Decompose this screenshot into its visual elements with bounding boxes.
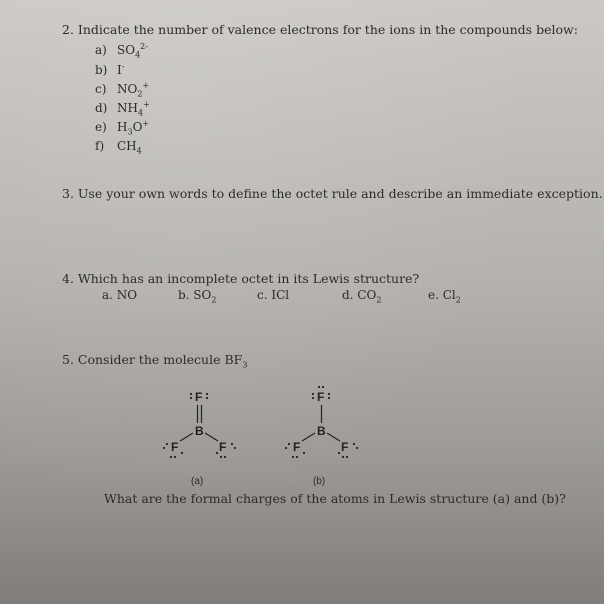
question-4-choice — [257, 288, 289, 302]
lone-pair-dot — [356, 447, 358, 449]
question-2-option — [95, 100, 150, 118]
structure-a-label: (a) — [191, 476, 204, 487]
lone-pair-dot — [303, 452, 305, 454]
question-5-prompt-subscript: 3 — [242, 360, 248, 370]
option-letter: f) — [95, 139, 105, 153]
single-bond-line — [327, 433, 340, 441]
lone-pair-dot — [312, 393, 314, 395]
question-5-prompt — [62, 352, 248, 370]
choice-subscript: 2 — [211, 295, 217, 305]
choice-subscript: 2 — [455, 295, 461, 305]
formula-subscript: 4 — [137, 108, 144, 118]
structure-b-right-fluorine: F — [341, 440, 349, 454]
lewis-structure-b — [282, 385, 382, 465]
question-2-option — [95, 119, 150, 137]
lone-pair-dot — [206, 393, 208, 395]
question-2-option — [95, 42, 148, 60]
structure-b-left-fluorine: F — [293, 440, 301, 454]
lone-pair-dot — [234, 447, 236, 449]
formula-subscript: 4 — [136, 146, 142, 156]
option-letter: d) — [95, 101, 108, 115]
question-4-prompt: 4. Which has an incomplete octet in its Lewis structure? — [62, 271, 420, 286]
question-3-prompt: 3. Use your own words to define the octet rule and describe an immediate exception. — [62, 186, 603, 201]
lone-pair-dot — [312, 397, 314, 399]
lone-pair-dot — [328, 397, 330, 399]
lone-pair-dot — [170, 456, 172, 458]
lone-pair-dot — [190, 397, 192, 399]
lone-pair-dot — [338, 452, 340, 454]
formula-charge: 2- — [140, 42, 148, 51]
choice-label: b. SO — [178, 288, 212, 302]
formula-charge: - — [121, 62, 125, 71]
option-letter: c) — [95, 82, 107, 96]
lewis-structure-a — [160, 385, 260, 465]
question-4-choice — [342, 288, 382, 305]
formula-subscript: 4 — [135, 50, 141, 60]
lone-pair-dot — [353, 443, 355, 445]
question-2-option — [95, 81, 150, 99]
formula-charge: + — [142, 81, 150, 90]
formula-base: NO — [117, 82, 138, 96]
formula-base: CH — [117, 139, 137, 153]
lone-pair-dot — [318, 386, 320, 388]
lone-pair-dot — [216, 452, 218, 454]
question-5-formal-charge-prompt: What are the formal charges of the atoms in Lewis structure (a) and (b)? — [104, 491, 566, 506]
single-bond-line — [180, 433, 193, 441]
lone-pair-dot — [322, 386, 324, 388]
lone-pair-dot — [296, 456, 298, 458]
question-2-prompt: 2. Indicate the number of valence electrons for the ions in the compounds below: — [62, 22, 578, 37]
formula-charge: + — [142, 119, 150, 128]
choice-subscript: 2 — [376, 295, 382, 305]
question-2-option — [95, 63, 124, 77]
lone-pair-dot — [224, 456, 226, 458]
option-letter: b) — [95, 63, 108, 77]
structure-b-label: (b) — [313, 476, 326, 487]
structure-b-top-fluorine: F — [317, 390, 325, 404]
lone-pair-dot — [206, 397, 208, 399]
question-5-prompt-text: 5. Consider the molecule BF — [62, 352, 243, 367]
choice-label: e. Cl — [428, 288, 456, 302]
question-2-option — [95, 139, 142, 156]
formula-subscript: 2 — [137, 89, 143, 99]
formula-base: H — [117, 120, 128, 134]
lone-pair-dot — [174, 456, 176, 458]
choice-label: d. CO — [342, 288, 377, 302]
lone-pair-dot — [231, 443, 233, 445]
lone-pair-dot — [288, 443, 290, 445]
structure-b-boron: B — [317, 424, 326, 438]
formula-base: I — [117, 63, 122, 77]
lone-pair-dot — [181, 452, 183, 454]
choice-label: a. NO — [102, 288, 138, 302]
formula-subscript: 3 — [127, 127, 133, 137]
structure-a-left-fluorine: F — [171, 440, 179, 454]
structure-a-top-fluorine: F — [195, 390, 203, 404]
lone-pair-dot — [328, 393, 330, 395]
question-4-choice — [428, 288, 461, 305]
lone-pair-dot — [346, 456, 348, 458]
choice-label: c. ICl — [257, 288, 290, 302]
formula-base: NH — [117, 101, 138, 115]
single-bond-line — [302, 433, 315, 441]
lone-pair-dot — [166, 443, 168, 445]
formula-base-2: O — [132, 120, 143, 134]
formula-charge: + — [143, 100, 150, 109]
lone-pair-dot — [220, 456, 222, 458]
question-4-choice — [102, 288, 137, 302]
lone-pair-dot — [342, 456, 344, 458]
option-letter: e) — [95, 120, 107, 134]
question-4-choice — [178, 288, 217, 305]
single-bond-line — [205, 433, 218, 441]
formula-base: SO — [117, 43, 136, 57]
lone-pair-dot — [190, 393, 192, 395]
lone-pair-dot — [163, 447, 165, 449]
structure-a-right-fluorine: F — [219, 440, 227, 454]
lone-pair-dot — [292, 456, 294, 458]
structure-a-boron: B — [195, 424, 204, 438]
option-letter: a) — [95, 43, 107, 57]
lone-pair-dot — [285, 447, 287, 449]
